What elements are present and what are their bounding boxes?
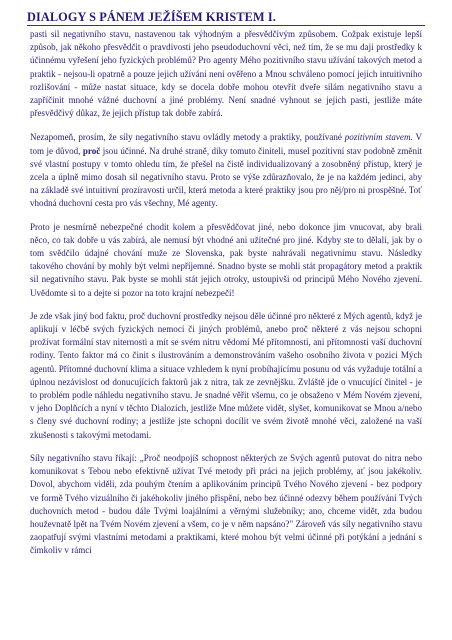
paragraph-3: Proto je nesmírně nebezpečné chodit kolem a přesvědčovat jiné, nebo dokonce jim vnucovat, aby brali něco, co tak dobře u vás zabírá, ale nemusí být vhodné ani užitečné pro jiné. Kdyby ste to dělali, jak by o tom svědčilo údajné chování muže ze Slovenska, pak byste nahrávali negativnímu stavu. Následky takového chování by mohly být velmi nepříjemné. Snadno byste se mohli stát propagátory metod a praktik sil negativního stavu. Pak byste se mohli stát jejich otroky, ustoupivši od principů Mého Nového zjevení. Uvědomte si to a dejte si pozor na toto krajní nebezpečí!	[30, 221, 422, 298]
paragraph-5: Síly negativního stavu říkají: „Proč neodpojíš schopnost některých ze Svých agentů putovat do nitra nebo komunikovat s Tebou nebo efektivně užívat Tvé metody při práci na jejich problémy, ať jsou jakékoliv. Dovol, abychom viděli, zda pouhým čtením a aplikováním principů Tvého Nového zjevení - bez podpory ve formě Tvého vizuálního či jakéhokoliv jiného přispění, nebo bez účinné odezvy během používání Tvých duchovních metod - budou dále Tvými loajálními a věrnými služebníky; ano, chceme vidět, zda budou houževnatě lpět na Tvém Novém zjevení a všem, co je v něm napsáno?" Zároveň vás síly negativního stavu zaopatřují svými vlastními metodami a praktikami, které mohou být velmi účinné při potýkání a jednání s čímkoliv v rámci	[30, 452, 422, 556]
paragraph-2-strong: proč	[82, 145, 101, 156]
paragraph-4: Je zde však jiný bod faktu, proč duchovní prostředky nejsou děle účinné pro některé z Mých agentů, když je aplikují v léčbě svých fyzických nemocí či jiných problémů, anebo proč některé z vás nejsou schopni prožívat formální stav niternosti a mít se svém nitru vědomí Mé přítomnosti, ani přítomnosti vaší duchovní rodiny. Tento faktor má co činit s ilustrováním a demonstrováním vašeho osobního života v pozici Mých agentů. Přítomné duchovní klima a situace vzhledem k nyní probíhajícímu posunu od vás vyžaduje totální a úplnou nezávislost od donucujících faktorů jak z nitra, tak ze zevnějšku. Zvláště jde o vnucující činitel - je to problém podle náhledu negativního stavu. Je snadné věřit všemu, co je obsaženo v Mém Novém zjevení, v jeho Doplňcích a nyní v těchto Dialozích, jestliže Mne můžete vidět, slyšet, komunikovat se Mnou a/nebo s členy své duchovní rodiny; a jestliže jste schopni docílit ve svém životě mnohé věci, založené na vaší zkušenosti s takovými metodami.	[30, 310, 422, 440]
paragraph-1: pasti sil negativního stavu, nastavenou tak výhodným a přesvědčivým způsobem. Cožpak existuje lepší způsob, jak někoho přesvědčit o pravdivosti jeho pseudoduchovní věci, než tím, že se mu dají prostředky k účinnému vyřešení jeho fyzických problémů? Pro agenty Mého pozitivního stavu užívání takových metod a praktik - nejsou-li opatrně a pouze jejich užívání není ověřeno a Mnou schváleno pomocí jejich intuitivního rozlišování - může nastat situace, kdy se docela dobře mohou otevřít dveře silám negativního stavu a zapříčinit mnohé vážné duchovní a jiné problémy. Není snadné vyhnout se jejich pasti, jestliže máte přesvědčivý důkaz, že jejich přístup tak dobře zabírá.	[30, 29, 422, 119]
paragraph-2-part-c: jsou účinné. Na druhé straně, díky tomuto činiteli, musel pozitivní stav podobně změnit své vlastní postupy v tomto ohledu tím, že přešel na čistě individualizovaný a zosobněný přístup, který je zcela a úplně mimo dosah sil negativního stavu. Proto se výše zdůrazňovalo, že je na každém jedinci, aby na základě své intuitivní prozíravosti určil, která metoda a které praktiky jsou pro něj/pro ni prospěšné. Toť vhodná duchovní cesta pro vás všechny, Mé agenty.	[30, 145, 422, 209]
running-header: DIALOGY S PÁNEM JEŽÍŠEM KRISTEM I.	[27, 10, 276, 24]
paragraph-2-part-b: V tom je důvod,	[30, 132, 423, 156]
header-rule	[27, 25, 425, 26]
paragraph-2	[30, 131, 422, 210]
paragraph-2-emphasis: pozitivním stavem.	[344, 132, 413, 143]
paragraph-2-part-a: Nezapomeň, prosím, že síly negativního stavu ovládly metody a praktiky, používané	[30, 132, 345, 143]
body-text	[30, 28, 422, 568]
